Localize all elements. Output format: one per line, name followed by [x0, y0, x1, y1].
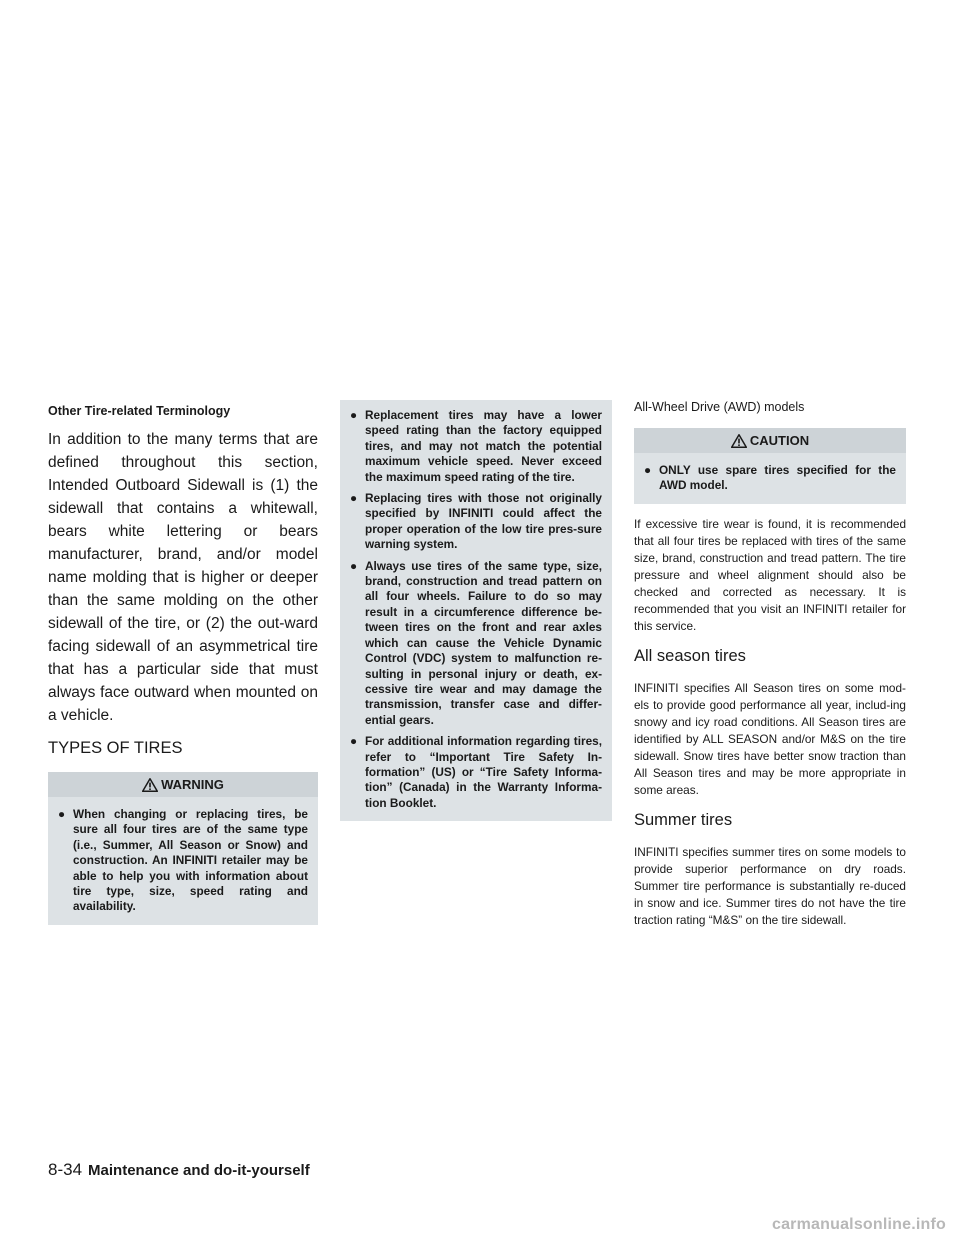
bullet-marker: ●	[350, 558, 358, 573]
warning-box-continued	[340, 400, 612, 821]
warning-header	[48, 772, 318, 797]
summer-paragraph: INFINITI specifies summer tires on some models to provide superior performance on dry roads. Summer tire performance is substantially re-duced in snow and ice. Summer tires do not have the tire traction rating “M&S” on the tire sidewall.	[634, 844, 906, 927]
chapter-title: Maintenance and do-it-yourself	[88, 1162, 310, 1179]
right-column	[634, 400, 906, 939]
section-title-types-of-tires: TYPES OF TIRES	[48, 739, 183, 757]
tire-wear-paragraph: If excessive tire wear is found, it is recommended that all four tires be replaced with tires of the same size, brand, construction and tread pattern. The tire pressure and wheel alignment should also be checked and corrected as necessary. It is recommended that you visit an INFINITI retailer for this service.	[634, 516, 906, 633]
bullet-marker: ●	[350, 734, 358, 749]
middle-column	[340, 400, 612, 821]
warning-item-text: Replacement tires may have a lower speed rating than the factory equipped tires, and may not match the potential maximum vehicle speed. Never exceed the maximum speed rating of the tire.	[365, 408, 602, 484]
bullet-marker: ●	[350, 408, 358, 422]
bullet-marker: ●	[644, 463, 652, 477]
intro-paragraph: In addition to the many terms that are defined throughout this section, Intended Outboard Sidewall is (1) the sidewall that contains a whitewall, bears white lettering or bears manufacturer, brand, and/or model name molding that is higher or deeper than the same molding on the other sidewall of the tire, or (2) the out-ward facing sidewall of an asymmetrical tire that has a particular side that must always face outward when mounted on a vehicle.	[48, 431, 318, 724]
watermark: carmanualsonline.info	[771, 1216, 946, 1233]
warning-item-text: For additional information regarding tires, refer to “Important Tire Safety In-formation” (US) or “Tire Safety Informa-tion” (Canada) in the Warranty Informa-tion Booklet.	[365, 734, 602, 810]
warning-title: WARNING	[161, 777, 224, 792]
caution-triangle-icon	[731, 434, 747, 448]
caution-title: CAUTION	[749, 433, 810, 448]
page-footer	[48, 1160, 310, 1180]
section-title-summer: Summer tires	[634, 810, 733, 829]
warning-item-text: Replacing tires with those not originally specified by INFINITI could affect the proper operation of the low tire pres-sure warning system.	[365, 491, 602, 552]
left-column	[48, 400, 318, 925]
subheading-tire-terminology: Other Tire-related Terminology	[48, 404, 231, 418]
warning-item-text: Always use tires of the same type, size, brand, construction and tread pattern on all four wheels. Failure to do so may result in a circumference difference be-tween tires on the front and rear axles which can cause the Vehicle Dynamic Control (VDC) system to malfunction re-sulting in personal injury or death, ex-cessive tire wear and may damage the transmission, transfer case and differ-ential gears.	[365, 558, 602, 727]
bullet-marker: ●	[58, 807, 66, 821]
warning-item	[350, 491, 602, 553]
bullet-marker: ●	[350, 491, 358, 506]
warning-item	[350, 559, 602, 728]
warning-item-text: When changing or replacing tires, be sure all four tires are of the same type (i.e., Summer, All Season or Snow) and construction. An INFINITI retailer may be able to help you with information about tire type, size, speed rating and availability.	[73, 807, 308, 914]
warning-item	[58, 807, 308, 915]
caution-item-text: ONLY use spare tires specified for the AWD model.	[659, 463, 896, 493]
caution-header	[634, 428, 906, 453]
caution-box	[634, 428, 906, 504]
caution-list	[644, 463, 896, 494]
caution-item	[644, 463, 896, 494]
page-number: 8-34	[48, 1160, 83, 1179]
warning-box	[48, 772, 318, 925]
warning-triangle-icon	[142, 778, 158, 792]
warning-item	[350, 734, 602, 811]
warning-list	[58, 807, 308, 915]
section-title-all-season: All season tires	[634, 646, 746, 665]
warning-item	[350, 408, 602, 485]
all-season-paragraph: INFINITI specifies All Season tires on some mod-els to provide good performance all year, includ-ing snowy and icy road conditions. All Season tires are identified by ALL SEASON and/or M&S on the tire sidewall. Snow tires have better snow traction than All Season tires and may be more appropriate in some areas.	[634, 680, 906, 797]
warning-list-continued	[350, 408, 602, 811]
awd-caption: All-Wheel Drive (AWD) models	[634, 400, 805, 414]
